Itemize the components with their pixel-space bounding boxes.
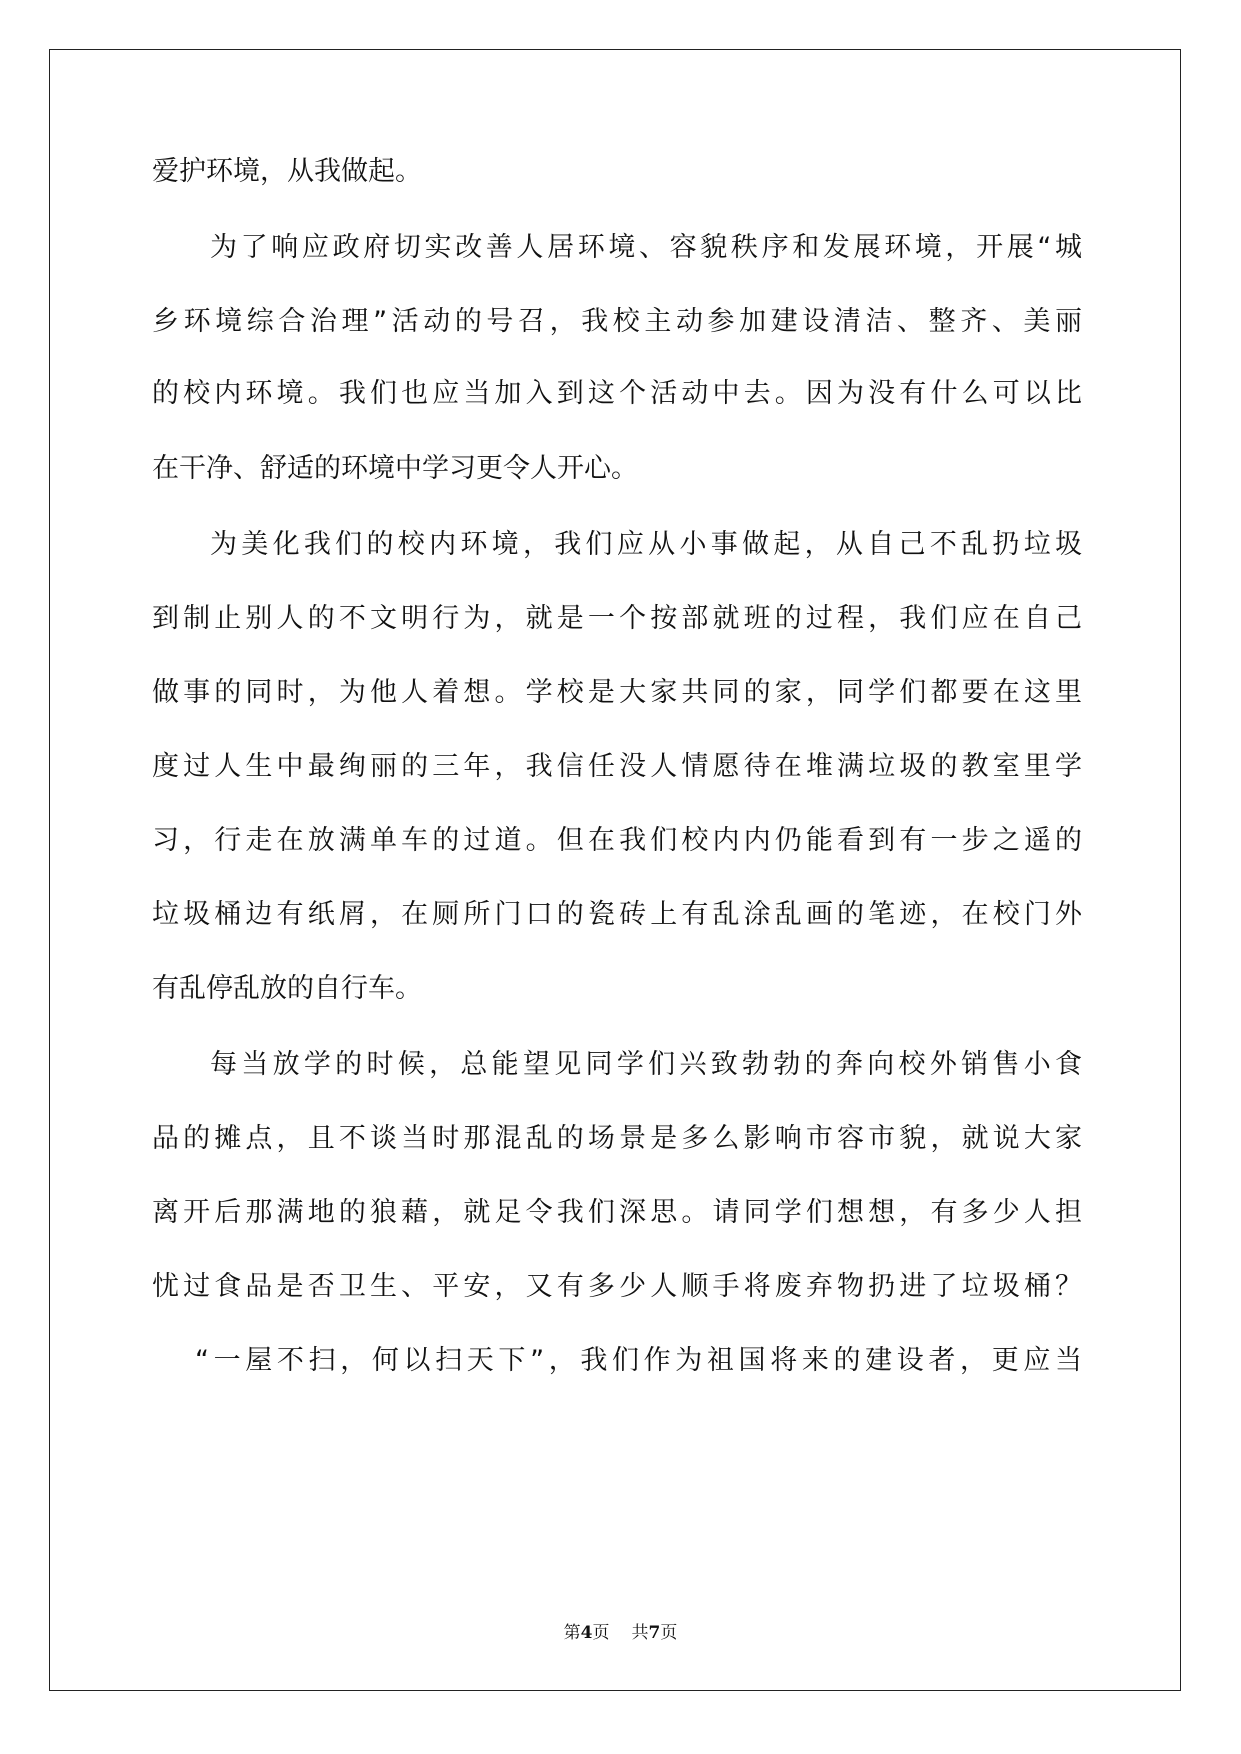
footer-prefix: 第 xyxy=(563,1623,581,1643)
text-line: 的校内环境。我们也应当加入到这个活动中去。因为没有什么可以比 xyxy=(152,378,1082,409)
text-line: 有乱停乱放的自行车。 xyxy=(152,973,422,1004)
footer-page-suffix: 页 xyxy=(592,1623,610,1643)
page-border xyxy=(49,49,1181,1691)
text-line: 为了响应政府切实改善人居环境、容貌秩序和发展环境，开展“城 xyxy=(210,232,1082,263)
text-line: 在干净、舒适的环境中学习更令人开心。 xyxy=(152,453,638,484)
text-line: 为美化我们的校内环境，我们应从小事做起，从自己不乱扔垃圾 xyxy=(210,529,1082,560)
footer-total-prefix: 共 xyxy=(631,1623,649,1643)
footer-total-suffix: 页 xyxy=(660,1623,678,1643)
page-footer xyxy=(0,1618,1241,1643)
text-line: 乡环境综合治理”活动的号召，我校主动参加建设清洁、整齐、美丽 xyxy=(152,306,1082,337)
text-line: 爱护环境，从我做起。 xyxy=(152,156,422,187)
page-number: 4 xyxy=(580,1623,593,1643)
text-line: 离开后那满地的狼藉，就足令我们深思。请同学们想想，有多少人担 xyxy=(152,1197,1082,1228)
text-line: 品的摊点，且不谈当时那混乱的场景是多么影响市容市貌，就说大家 xyxy=(152,1123,1082,1154)
text-line: 做事的同时，为他人着想。学校是大家共同的家，同学们都要在这里 xyxy=(152,677,1082,708)
text-line: 每当放学的时候，总能望见同学们兴致勃勃的奔向校外销售小食 xyxy=(210,1049,1082,1080)
text-line: 垃圾桶边有纸屑，在厕所门口的瓷砖上有乱涂乱画的笔迹，在校门外 xyxy=(152,899,1082,930)
text-line: 到制止别人的不文明行为，就是一个按部就班的过程，我们应在自己 xyxy=(152,603,1082,634)
text-line: 习，行走在放满单车的过道。但在我们校内内仍能看到有一步之遥的 xyxy=(152,825,1082,856)
text-line: “一屋不扫，何以扫天下”，我们作为祖国将来的建设者，更应当 xyxy=(195,1345,1082,1376)
text-line: 忧过食品是否卫生、平安，又有多少人顺手将废弃物扔进了垃圾桶？ xyxy=(152,1271,1082,1302)
text-line: 度过人生中最绚丽的三年，我信任没人情愿待在堆满垃圾的教室里学 xyxy=(152,751,1082,782)
total-pages: 7 xyxy=(648,1623,661,1643)
